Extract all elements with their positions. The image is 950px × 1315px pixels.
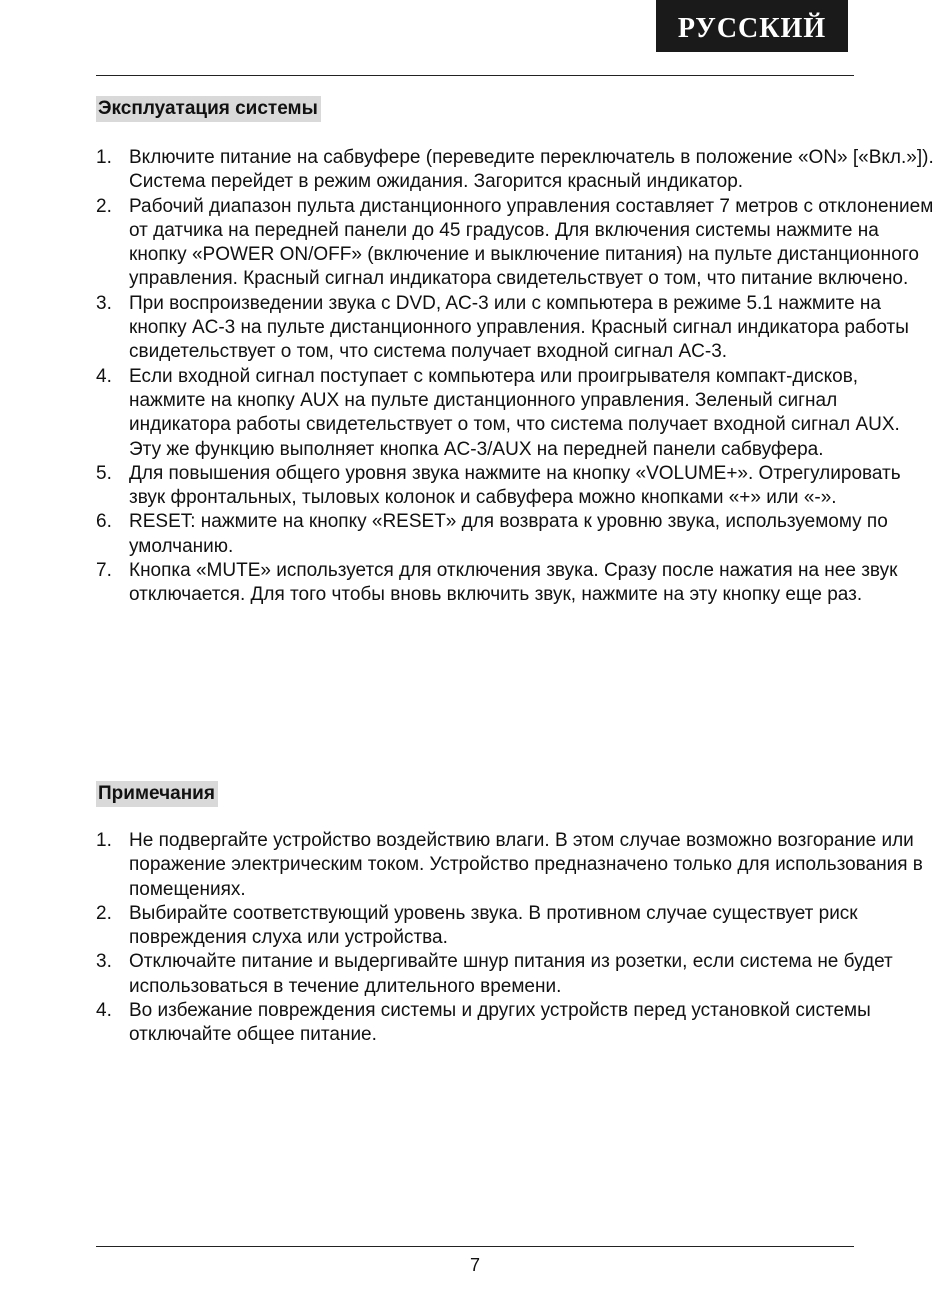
list-item (96, 902, 936, 951)
item-number: 4. (96, 365, 112, 387)
operation-list (96, 146, 936, 608)
item-text: Рабочий диапазон пульта дистанционного управления составляет 7 метров с отклонением от датчика на передней панели до 45 градусов. Для включения системы нажмите на кнопку «POWER ON/OFF» (включение и выключение питания) на пульте дистанционного управления. Красный сигнал индикатора свидетельствует о том, что питание включено. (129, 195, 934, 290)
item-number: 7. (96, 560, 112, 582)
item-text: Отключайте питание и выдергивайте шнур питания из розетки, если система не будет использоваться в течение длительного времени. (129, 951, 893, 997)
item-number: 2. (96, 195, 112, 217)
item-number: 6. (96, 511, 112, 533)
footer-divider (96, 1246, 854, 1247)
item-text: RESET: нажмите на кнопку «RESET» для возврата к уровню звука, используемому по умолчанию. (129, 511, 888, 557)
list-item (96, 462, 936, 511)
item-number: 1. (96, 830, 112, 851)
item-text: При воспроизведении звука с DVD, AC-3 или с компьютера в режиме 5.1 нажмите на кнопку AC-3 на пульте дистанционного управления. Красный сигнал индикатора работы свидетельствует о том, что система получает входной сигнал AC-3. (129, 292, 909, 363)
item-text: Если входной сигнал поступает с компьютера или проигрывателя компакт-дисков, нажмите на кнопку AUX на пульте дистанционного управления. Зеленый сигнал индикатора работы свидетельствует о том, что система получает входной сигнал AUX. Эту же функцию выполняет кнопка AC-3/AUX на передней панели сабвуфера. (129, 365, 900, 460)
list-item (96, 559, 936, 608)
list-item (96, 999, 936, 1048)
item-text: Во избежание повреждения системы и других устройств перед установкой системы отключайте общее питание. (129, 1000, 871, 1046)
item-text: Не подвергайте устройство воздействию влаги. В этом случае возможно возгорание или поражение электрическим током. Устройство предназначено только для использования в помещениях. (129, 830, 923, 900)
list-item (96, 365, 936, 462)
item-text: Кнопка «MUTE» используется для отключения звука. Сразу после нажатия на нее звук отключается. Для того чтобы вновь включить звук, нажмите на эту кнопку еще раз. (129, 560, 898, 606)
list-item (96, 829, 936, 902)
header-divider (96, 75, 854, 76)
list-item (96, 292, 936, 365)
list-item (96, 195, 936, 292)
section-title-operation: Эксплуатация системы (96, 96, 321, 122)
item-number: 2. (96, 902, 112, 924)
item-number: 4. (96, 1000, 112, 1022)
item-text: Для повышения общего уровня звука нажмите на кнопку «VOLUME+». Отрегулировать звук фронтальных, тыловых колонок и сабвуфера можно кнопками «+» или «-». (129, 462, 901, 509)
item-text: Включите питание на сабвуфере (переведите переключатель в положение «ON» [«Вкл.»]). Система перейдет в режим ожидания. Загорится красный индикатор. (129, 147, 934, 193)
list-item (96, 950, 936, 999)
item-text: Выбирайте соответствующий уровень звука. В противном случае существует риск повреждения слуха или устройства. (129, 902, 858, 949)
language-tab: РУССКИЙ (656, 0, 848, 52)
list-item (96, 510, 936, 559)
item-number: 5. (96, 462, 112, 484)
item-number: 1. (96, 147, 112, 168)
notes-list (96, 829, 936, 1048)
item-number: 3. (96, 292, 112, 314)
section-title-notes: Примечания (96, 781, 218, 807)
page-number: 7 (469, 1255, 480, 1275)
item-number: 3. (96, 951, 112, 973)
list-item (96, 146, 936, 195)
